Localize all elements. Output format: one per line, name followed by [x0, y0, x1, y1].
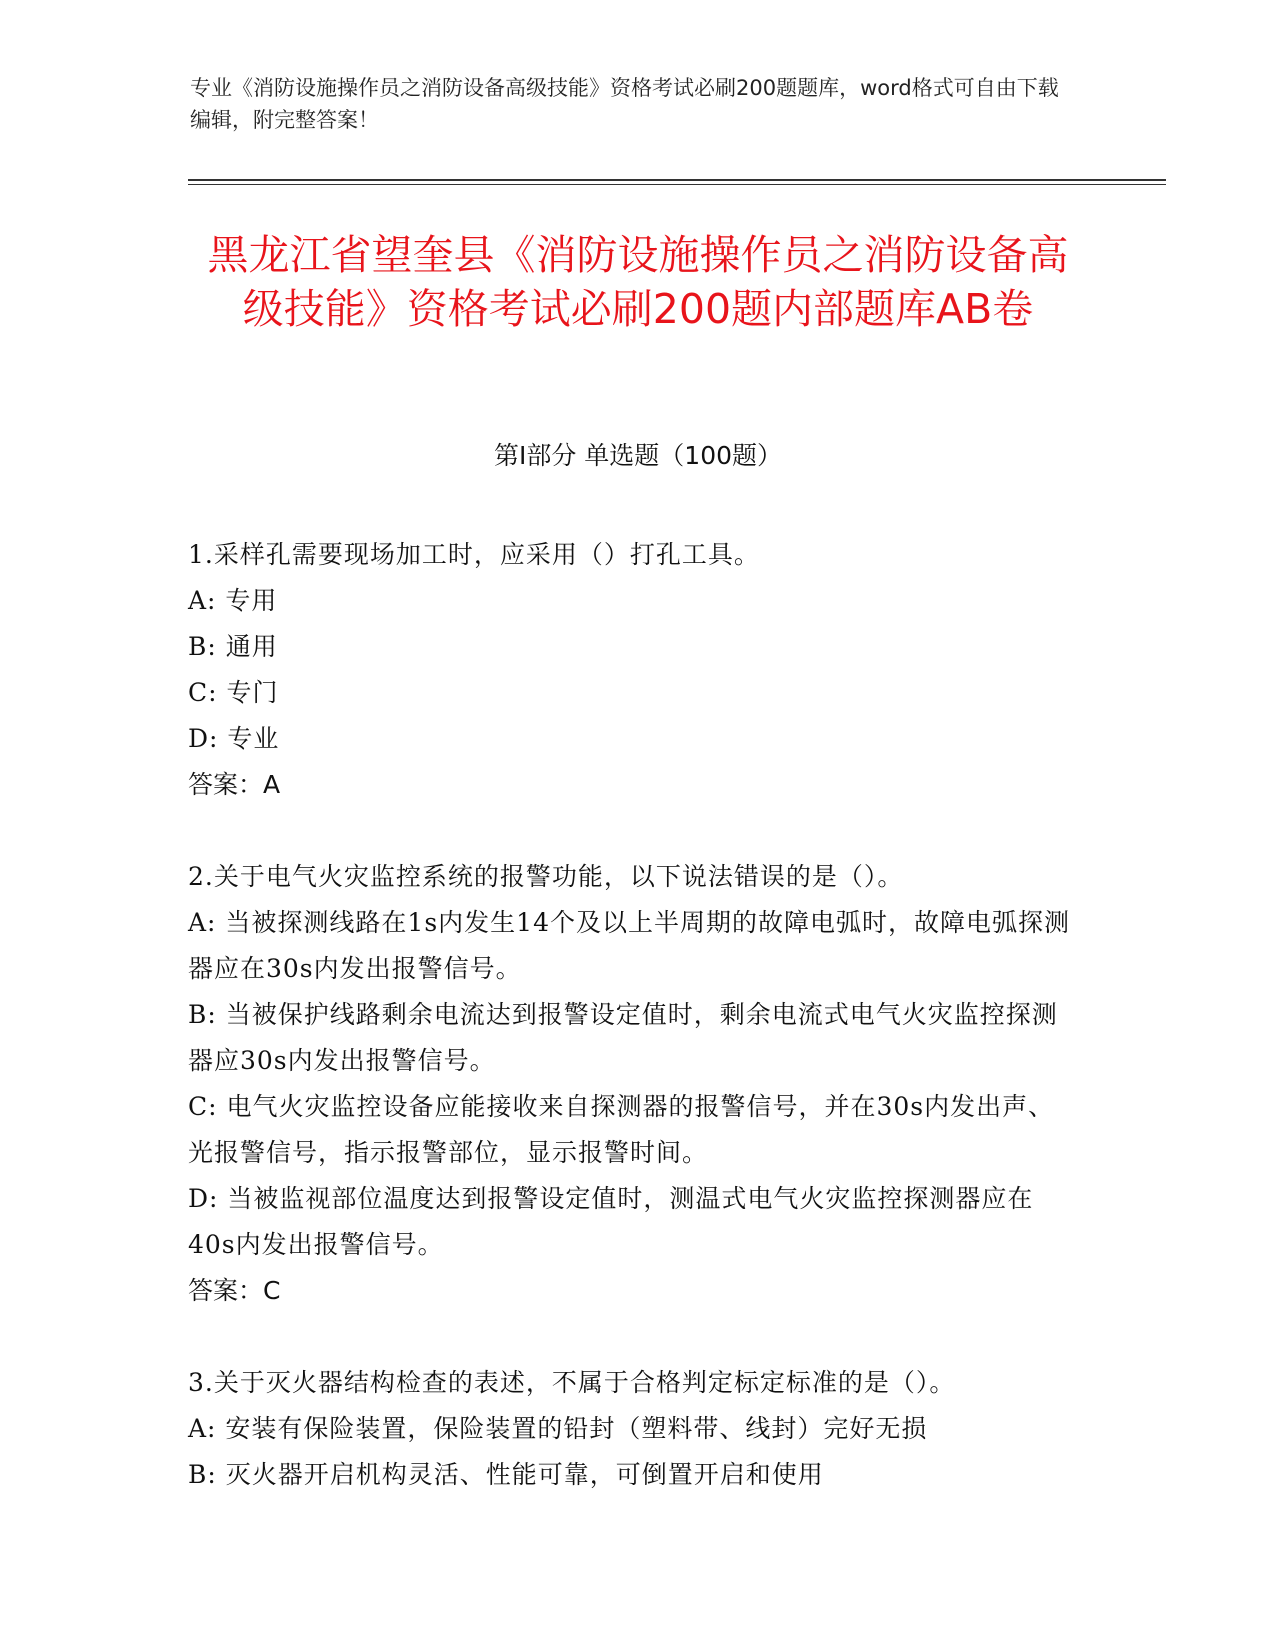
option-b: B: 灭火器开启机构灵活、性能可靠，可倒置开启和使用 [188, 1460, 824, 1489]
option-b: B: 通用 [188, 632, 278, 661]
option-d: D: 当被监视部位温度达到报警设定值时，测温式电气火灾监控探测器应在40s内发出报警信号。 [188, 1184, 1034, 1259]
answer: 答案：A [188, 770, 281, 799]
option-a: A: 安装有保险装置，保险装置的铅封（塑料带、线封）完好无损 [188, 1414, 928, 1443]
header-divider-thin [188, 184, 1166, 185]
option-c: C: 专门 [188, 678, 279, 707]
question-stem: 1.采样孔需要现场加工时，应采用（）打孔工具。 [188, 540, 760, 569]
section-title: 第Ⅰ部分 单选题（100题） [493, 441, 783, 470]
document-title: 黑龙江省望奎县《消防设施操作员之消防设备高级技能》资格考试必刷200题内部题库AB卷 [207, 231, 1069, 333]
header-note: 专业《消防设施操作员之消防设备高级技能》资格考试必刷200题题库，word格式可自由下载编辑，附完整答案！ [190, 76, 1059, 132]
question-list [188, 532, 1078, 1544]
question-3 [188, 1360, 1078, 1498]
option-d: D: 专业 [188, 724, 280, 753]
question-2 [188, 854, 1078, 1314]
option-a: A: 专用 [188, 586, 278, 615]
question-stem: 2.关于电气火灾监控系统的报警功能，以下说法错误的是（）。 [188, 862, 904, 891]
answer: 答案：C [188, 1276, 281, 1305]
question-1 [188, 532, 1078, 808]
option-c: C: 电气火灾监控设备应能接收来自探测器的报警信号，并在30s内发出声、光报警信号，指示报警部位，显示报警时间。 [188, 1092, 1055, 1167]
option-b: B: 当被保护线路剩余电流达到报警设定值时，剩余电流式电气火灾监控探测器应30s内发出报警信号。 [188, 1000, 1058, 1075]
option-a: A: 当被探测线路在1s内发生14个及以上半周期的故障电弧时，故障电弧探测器应在30s内发出报警信号。 [188, 908, 1070, 983]
header-divider-thick [188, 179, 1166, 181]
question-stem: 3.关于灭火器结构检查的表述，不属于合格判定标定标准的是（）。 [188, 1368, 956, 1397]
